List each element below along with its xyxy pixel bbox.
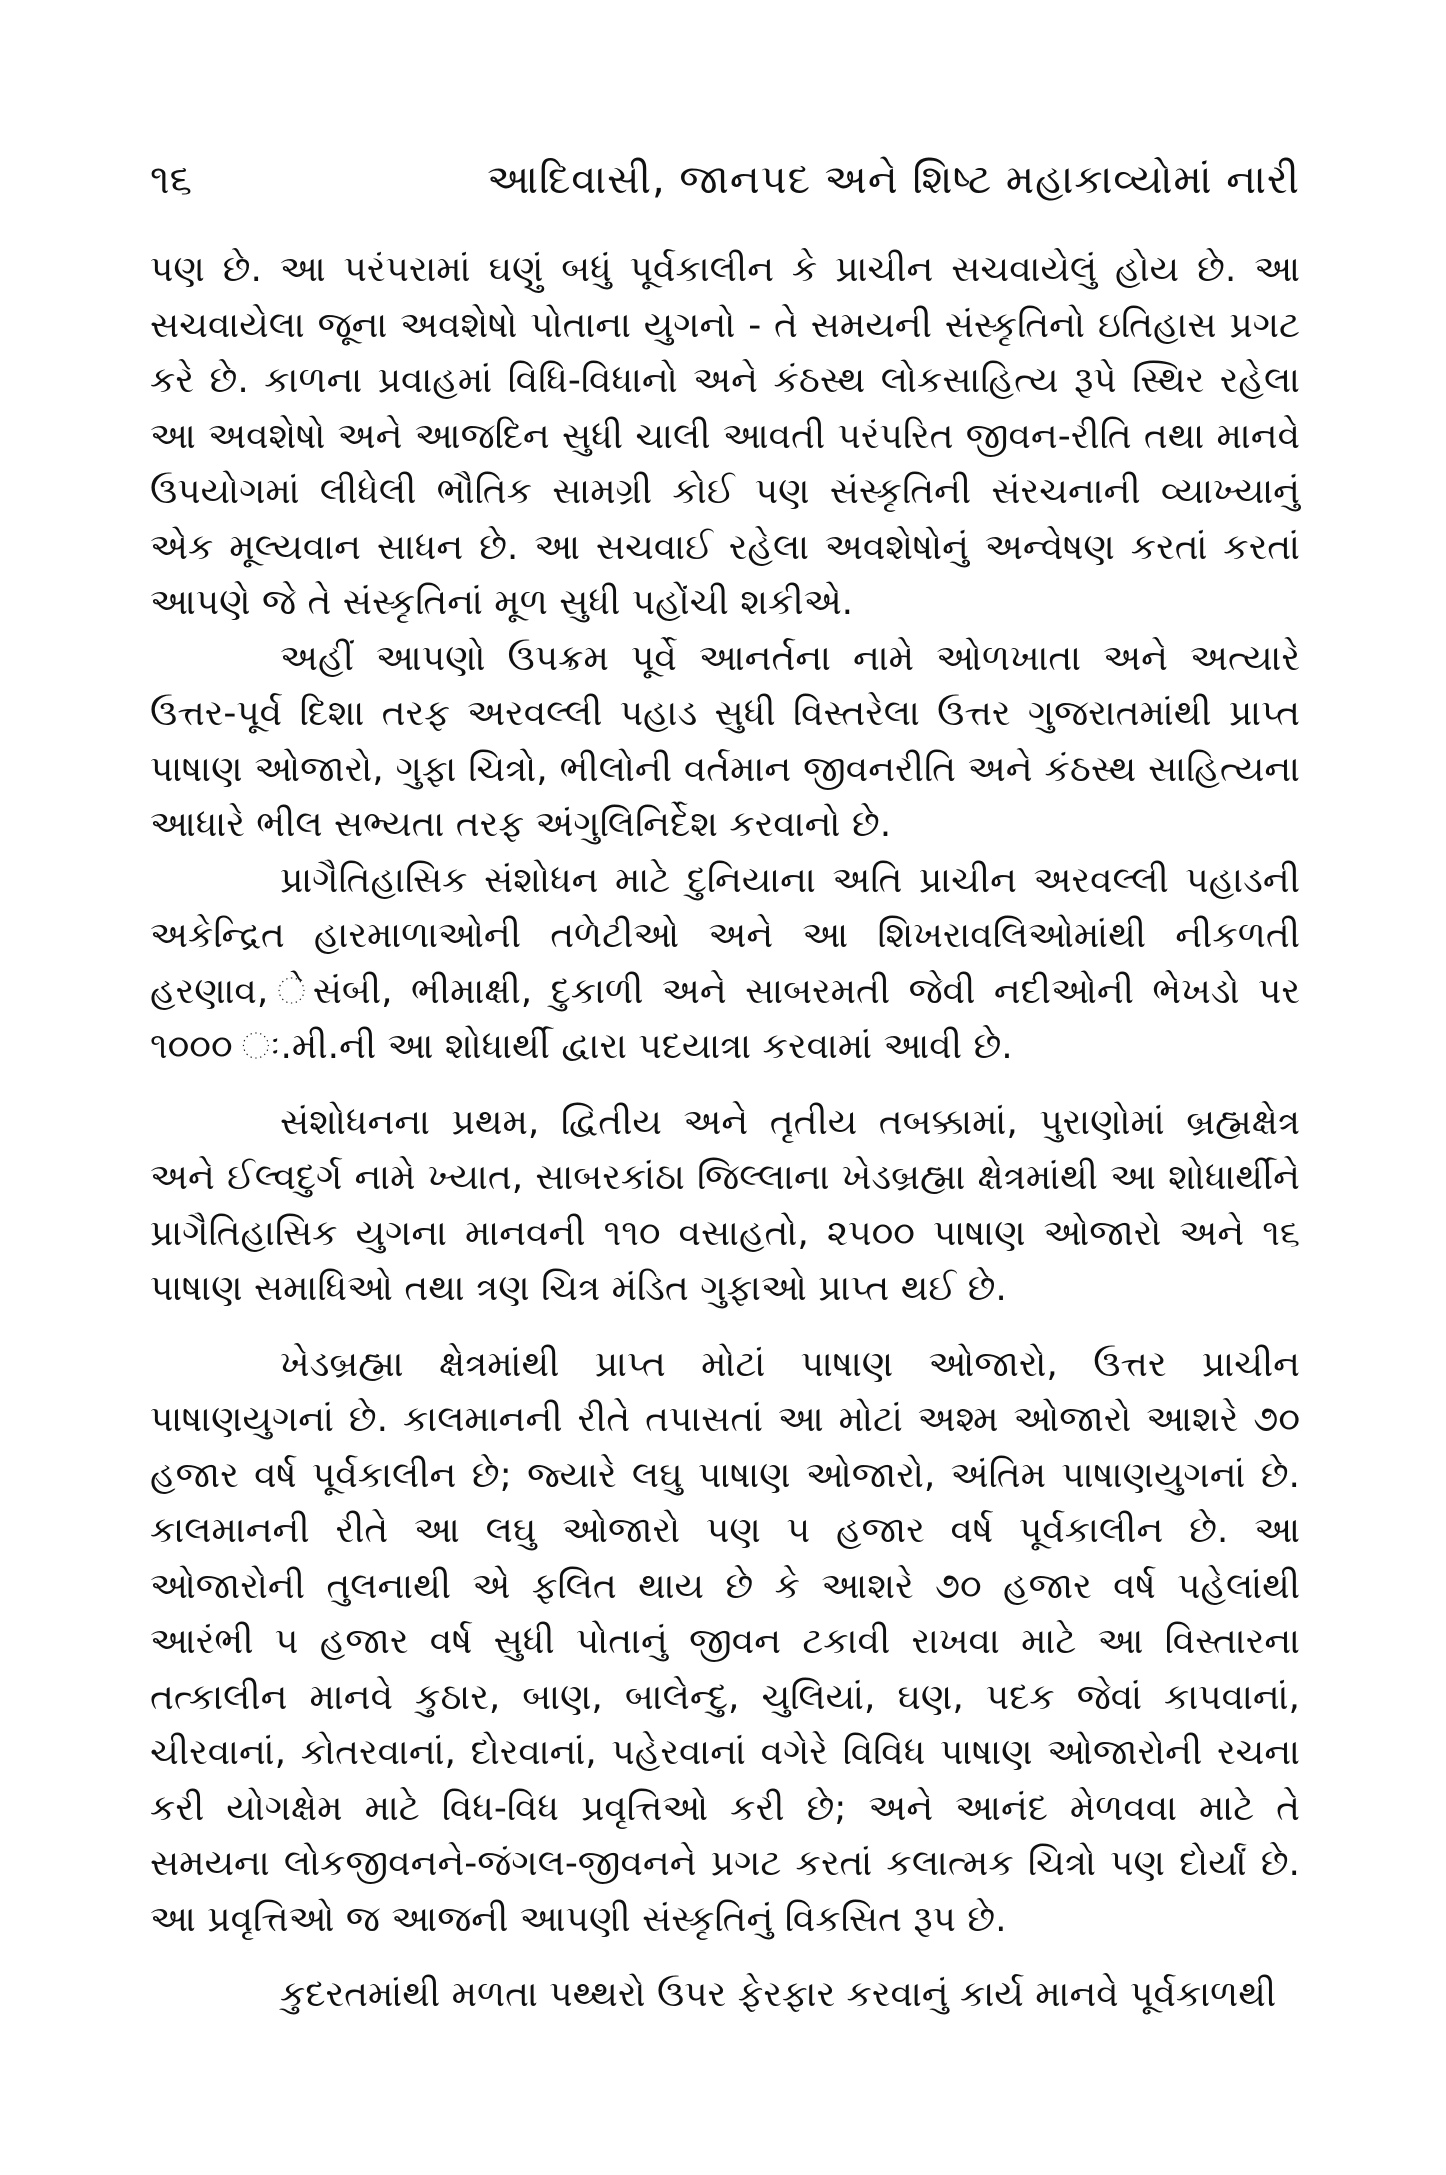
body-text (150, 242, 1300, 2023)
paragraph-5: ખેડબ્રહ્મા ક્ષેત્રમાંથી પ્રાપ્ત મોટાં પાષાણ ઓજારો, ઉત્તર પ્રાચીન પાષાણયુગનાં છે. કાલમાનની રીતે તપાસતાં આ મોટાં અશ્મ ઓજારો આશરે ૭૦ હજાર વર્ષ પૂર્વકાલીન છે; જ્યારે લઘુ પાષાણ ઓજારો, અંતિમ પાષાણયુગનાં છે. કાલમાનની રીતે આ લઘુ ઓજારો પણ ૫ હજાર વર્ષ પૂર્વકાલીન છે. આ ઓજારોની તુલનાથી એ ફલિત થાય છે કે આશરે ૭૦ હજાર વર્ષ પહેલાંથી આરંભી ૫ હજાર વર્ષ સુધી પોતાનું જીવન ટકાવી રાખવા માટે આ વિસ્તારના તત્કાલીન માનવે કુઠાર, બાણ, બાલેન્દુ, ચુલિયાં, ઘણ, પદક જેવાં કાપવાનાં, ચીરવાનાં, કોતરવાનાં, દોરવાનાં, પહેરવાનાં વગેરે વિવિધ પાષાણ ઓજારોની રચના કરી યોગક્ષેમ માટે વિધ-વિધ પ્રવૃત્તિઓ કરી છે; અને આનંદ મેળવવા માટે તે સમયના લોકજીવનને-જંગલ-જીવનને પ્રગટ કરતાં કલાત્મક ચિત્રો પણ દોર્યાં છે. આ પ્રવૃત્તિઓ જ આજની આપણી સંસ્કૃતિનું વિકસિત રૂપ છે. (150, 1343, 1300, 1940)
paragraph-2: અહીં આપણો ઉપક્રમ પૂર્વે આનર્તના નામે ઓળખાતા અને અત્યારે ઉત્તર-પૂર્વ દિશા તરફ અરવલ્લી પહાડ સુધી વિસ્તરેલા ઉત્તર ગુજરાતમાંથી પ્રાપ્ત પાષાણ ઓજારો, ગુફા ચિત્રો, ભીલોની વર્તમાન જીવનરીતિ અને કંઠસ્થ સાહિત્યના આધારે ભીલ સભ્યતા તરફ અંગુલિનિર્દેશ કરવાનો છે. (150, 637, 1300, 845)
paragraph-3: પ્રાગૈતિહાસિક સંશોધન માટે દુનિયાના અતિ પ્રાચીન અરવલ્લી પહાડની અકેન્દ્રિત હારમાળાઓની તળેટીઓ અને આ શિખરાવલિઓમાંથી નીકળતી હરણાવ, ેસંબી, ભીમાક્ષી, દુકાળી અને સાબરમતી જેવી નદીઓની ભેખડો પર ૧૦૦૦ ઃ.મી.ની આ શોધાર્થી દ્વારા પદયાત્રા કરવામાં આવી છે. (150, 859, 1300, 1067)
page-number: ૧૬ (150, 157, 192, 203)
paragraph-6: કુદરતમાંથી મળતા પથ્થરો ઉપર ફેરફાર કરવાનું કાર્ય માનવે પૂર્વકાળથી (280, 1974, 1277, 2015)
page-header (150, 140, 1300, 220)
paragraph-4: સંશોધનના પ્રથમ, દ્વિતીય અને તૃતીય તબક્કામાં, પુરાણોમાં બ્રહ્મક્ષેત્ર અને ઈલ્વદુર્ગ નામે ખ્યાત, સાબરકાંઠા જિલ્લાના ખેડબ્રહ્મા ક્ષેત્રમાંથી આ શોધાર્થીને પ્રાગૈતિહાસિક યુગના માનવની ૧૧૦ વસાહતો, ૨૫૦૦ પાષાણ ઓજારો અને ૧૬ પાષાણ સમાધિઓ તથા ત્રણ ચિત્ર મંડિત ગુફાઓ પ્રાપ્ત થઈ છે. (150, 1101, 1300, 1309)
book-page (150, 140, 1300, 2023)
paragraph-1: પણ છે. આ પરંપરામાં ઘણું બધું પૂર્વકાલીન કે પ્રાચીન સચવાયેલું હોય છે. આ સચવાયેલા જૂના અવશેષો પોતાના યુગનો - તે સમયની સંસ્કૃતિનો ઇતિહાસ પ્રગટ કરે છે. કાળના પ્રવાહમાં વિધિ-વિધાનો અને કંઠસ્થ લોકસાહિત્ય રૂપે સ્થિર રહેલા આ અવશેષો અને આજદિન સુધી ચાલી આવતી પરંપરિત જીવન-રીતિ તથા માનવે ઉપયોગમાં લીધેલી ભૌતિક સામગ્રી કોઈ પણ સંસ્કૃતિની સંરચનાની વ્યાખ્યાનું એક મૂલ્યવાન સાધન છે. આ સચવાઈ રહેલા અવશેષોનું અન્વેષણ કરતાં કરતાં આપણે જે તે સંસ્કૃતિનાં મૂળ સુધી પહોંચી શકીએ. (150, 249, 1300, 623)
running-title: આદિવાસી, જાનપદ અને શિષ્ટ મહાકાવ્યોમાં નારી (487, 157, 1300, 203)
